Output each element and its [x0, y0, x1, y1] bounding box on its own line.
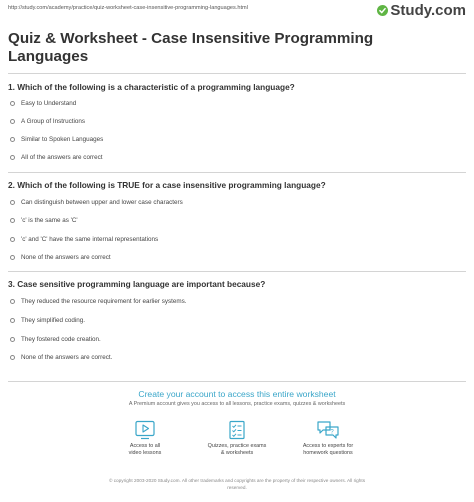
- question-2: 2. Which of the following is TRUE for a case insensitive programming language?: [8, 180, 326, 190]
- divider: [8, 271, 466, 272]
- svg-text:?: ?: [330, 429, 334, 436]
- answer-label: Similar to Spoken Languages: [21, 136, 104, 143]
- video-lesson-icon: [134, 420, 156, 440]
- radio-button[interactable]: [10, 355, 15, 360]
- answer-label: A Group of Instructions: [21, 118, 86, 125]
- divider: [8, 381, 466, 382]
- cta-subtitle: A Premium account gives you access to all lessons, practice exams, quizzes & worksheets: [128, 401, 346, 407]
- page-title: Quiz & Worksheet - Case Insensitive Programming Languages: [8, 30, 374, 65]
- answer-option[interactable]: [10, 254, 111, 261]
- divider: [8, 73, 466, 74]
- answer-option[interactable]: [10, 217, 78, 224]
- answer-option[interactable]: [10, 317, 85, 324]
- answer-option[interactable]: [10, 100, 76, 107]
- top-bar: [0, 0, 474, 18]
- radio-button[interactable]: [10, 101, 15, 106]
- answer-label: 'c' and 'C' have the same internal representations: [21, 236, 159, 243]
- feature-label: video lessons: [128, 450, 162, 456]
- radio-button[interactable]: [10, 119, 15, 124]
- answer-label: They simplified coding.: [21, 317, 86, 324]
- copyright-footer: [0, 477, 474, 491]
- radio-button[interactable]: [10, 299, 15, 304]
- radio-button[interactable]: [10, 318, 15, 323]
- feature-experts: [283, 420, 373, 457]
- question-1: 1. Which of the following is a characteristic of a programming language?: [8, 82, 295, 92]
- checklist-icon: [226, 420, 248, 440]
- radio-button[interactable]: [10, 155, 15, 160]
- radio-button[interactable]: [10, 337, 15, 342]
- chat-bubbles-icon: [316, 420, 340, 440]
- feature-video-lessons: [100, 420, 190, 457]
- feature-label: homework questions: [303, 450, 353, 456]
- answer-label: Can distinguish between upper and lower case characters: [21, 199, 183, 206]
- copyright-line: © copyright 2003-2020 Study.com. All other trademarks and copyrights are the property of their respective owners. All rights: [108, 478, 366, 483]
- answer-option[interactable]: [10, 298, 187, 305]
- answer-label: All of the answers are correct: [21, 154, 103, 161]
- answer-label: Easy to Understand: [21, 100, 77, 107]
- answer-option[interactable]: [10, 354, 112, 361]
- copyright-line: reserved.: [227, 485, 247, 490]
- radio-button[interactable]: [10, 255, 15, 260]
- page-url[interactable]: http://study.com/academy/practice/quiz-worksheet-case-insensitive-programming-languages.html: [8, 5, 248, 11]
- radio-button[interactable]: [10, 137, 15, 142]
- answer-label: None of the answers are correct: [21, 254, 111, 261]
- answer-option[interactable]: [10, 136, 103, 143]
- answer-label: None of the answers are correct.: [21, 354, 113, 361]
- study-logo[interactable]: [377, 2, 466, 19]
- answer-option[interactable]: [10, 118, 85, 125]
- radio-button[interactable]: [10, 218, 15, 223]
- answer-label: They reduced the resource requirement for earlier systems.: [21, 298, 187, 305]
- feature-label: Access to all: [129, 443, 161, 449]
- divider: [8, 172, 466, 173]
- answer-option[interactable]: [10, 154, 103, 161]
- answer-label: 'c' is the same as 'C': [21, 217, 78, 224]
- answer-option[interactable]: [10, 336, 101, 343]
- answer-option[interactable]: [10, 236, 158, 243]
- feature-label: & worksheets: [220, 450, 254, 456]
- answer-label: They fostered code creation.: [21, 336, 101, 343]
- study-logo-icon: [377, 5, 388, 16]
- logo-text: Study.com: [390, 2, 466, 19]
- radio-button[interactable]: [10, 200, 15, 205]
- answer-option[interactable]: [10, 199, 183, 206]
- feature-label: Quizzes, practice exams: [207, 443, 267, 449]
- question-3: 3. Case sensitive programming language are important because?: [8, 279, 266, 289]
- feature-label: Access to experts for: [302, 443, 354, 449]
- cta-title[interactable]: Create your account to access this entire worksheet: [138, 389, 336, 399]
- feature-quizzes: [192, 420, 282, 457]
- radio-button[interactable]: [10, 237, 15, 242]
